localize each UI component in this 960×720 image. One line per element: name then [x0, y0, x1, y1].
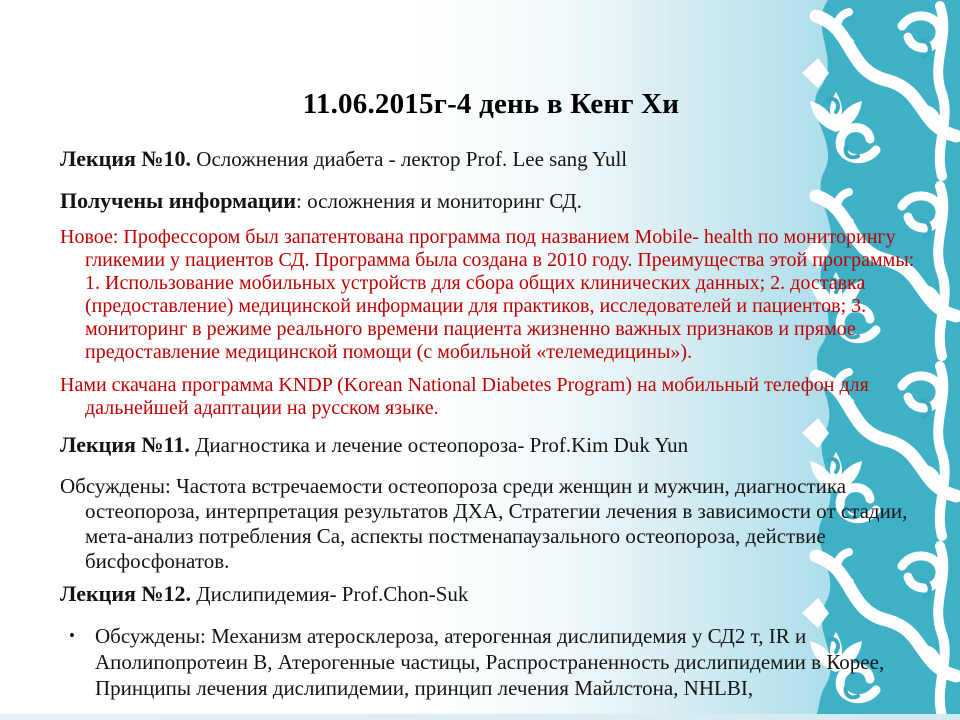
lecture11-text: Диагностика и лечение остеопороза- Prof.Kim Duk Yun [189, 433, 689, 457]
lecture10-line [60, 146, 922, 172]
info-line [60, 188, 922, 214]
lecture11-label: Лекция №11. [60, 432, 190, 457]
bottom-edge-strip [0, 714, 960, 720]
lecture10-text: Осложнения диабета - лектор Prof. Lee sang Yull [191, 147, 628, 171]
lecture11-line [60, 432, 922, 458]
new-program-paragraph: Новое: Профессором был запатентована программа под названием Mobile- health по мониторингу гликемии у пациентов СД. Программа была создана в 2010 году. Преимущества этой программы: 1. Использование мобильных устройств для сбора общих клинических данных; 2. доставка (предоставление) медицинской информации для практиков, исследователей и пациентов; 3. мониторинг в режиме реального времени пациента жизненно важных признаков и прямое предоставление медицинской помощи (с мобильной «телемедицины»). [60, 226, 915, 363]
bullet-icon: • [69, 626, 75, 645]
discussed11-paragraph: Обсуждены: Частота встречаемости остеопороза среди женщин и мужчин, диагностика остеопороза, интерпретация результатов ДХА, Стратегии лечения в зависимости от стадии, мета-анализ потребления Са, аспекты постменапаузального остеопороза, действие бисфосфонатов. [60, 474, 908, 573]
slide-title: 11.06.2015г-4 день в Кенг Хи [302, 88, 680, 120]
kndp-paragraph: Нами скачана программа KNDP (Korean National Diabetes Program) на мобильный телефон для дальнейшей адаптации на русском языке. [60, 374, 869, 419]
info-label: Получены информации [60, 188, 297, 213]
discussed12-bullet-item [60, 623, 922, 701]
lecture12-label: Лекция №12. [60, 581, 192, 606]
discussed12-text: Обсуждены: Механизм атеросклероза, атерогенная дислипидемия у СД2 т, IR и Аполипопротеин В, Атерогенные частицы, Распространенность дислипидемии в Корее, Принципы лечения дислипидемии, принцип лечения Майлстона, NHLBI, [95, 624, 885, 700]
lecture12-line [60, 581, 922, 607]
info-text: : осложнения и мониторинг СД. [296, 189, 582, 213]
lecture12-text: Дислипидемия- Prof.Chon-Suk [191, 582, 469, 606]
slide-body [60, 0, 922, 701]
lecture10-label: Лекция №10. [60, 146, 192, 171]
